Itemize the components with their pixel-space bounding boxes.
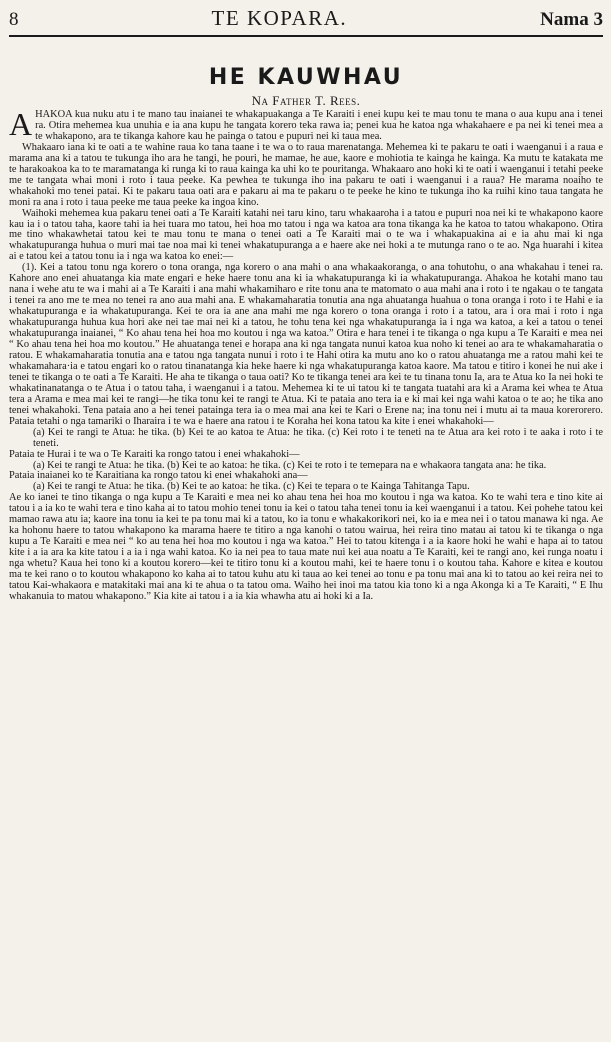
paragraph: AHAKOA kua nuku atu i te mano tau inaianei te whakapuakanga a Te Karaiti i enei kupu kei te mau tonu te mana o aua kupu ana i tenei ra. Otira mehemea kua unuhia e ia ana kupu he tangata korero teka rawa ia; penei kua he katoa nga whakahaere e pa nei ki tenei mea a te whakapono, ara te tikanga kahore kau he painga o tatou e pupuri nei ki taua mea.	[9, 106, 603, 142]
paragraph: Whakaaro iana ki te oati a te wahine raua ko tana taane i te wa o to raua marenatanga. Mehemea ki te pakaru te oati i waenganui i a raua e marama ana ki a tatou te tukunga iho ara he tangi, he pouri, he mamae, he aue, kaore e mohiotia te kainga he kainga. Ka mutu te katakata me te harakoakoa ka to te maramatanga ki runga ki to raua kainga ka uhi ko te pouritanga. Whakaaro ano hoki ki te oati i waenganui i tetahi peeke me te tangata whai moni i roto i taua peeke. Ka pewhea te tukunga iho ina pakaru te oati i waenganui i a raua? He marama noaiho te whakahoki mo tenei patai. Ki te pakaru taua oati ara e pakaru ai ma te pakaru o te peeke he kino te tukunga iho ka ruihi kino taua tangata he moni ra ana i roto i taua peeke me taua peeke ka ingoa kino.	[9, 141, 603, 208]
paragraph: Ae ko ianei te tino tikanga o nga kupu a Te Karaiti e mea nei ko ahau tena hei hoa mo koutou i nga wa katoa. Ko te wahi tera e tino kite ai tatou i a ia ko te wahi tera e tino kaha ai to tatou mohio tenei tonu ia kei o tatou taha tenei tonu ia kei waenganui i a tatou. Kei pohehe tatou kei mamao rawa atu ia; kaore ina tonu ia kei te pa tonu mai ki a tatou, ko ia tonu e whakakorikori nei, ko ia e mea nei i o tatou manawa ki nga. Ae ka hohonu haere to tatou whakapono ka marama haere te titiro a nga kanohi o tatou wairua, hei reira tino matau ai tatou ki te tikanga o nga kupu a Te Karaiti e mea nei “ ko au tena hei hoa mo koutou i nga wa katoa.” Hei to tatou kitenga i a ia kaore hoki he wahi e hapa ai to tatou kite i a ia ara ka kite tatou i a ia i nga wahi katoa. Ko ia nei pea to taua mate nui kei aua noatu a Te Karaiti, kei te rangi ano, kei runga noatu i nga whetu? Kaua hei tono ki a koutou korero—kei te titiro tonu ki a koutou mahi, kei te haere tonu i o koutou taha. Kahore e kitea e koutou ma te kei rano o to koutou whakapono ko kaha ai to tatou kuhu atu ki taua ao kei tenei ao tonu e pa tonu mai ana ki to tatou ao kei reira nei to tatou Kai-whakaora e matakitaki mai ana ki te ahua o ta tatou oma. Waiho hei inoi ma tatou kia tono ki a nga Akonga ki a Te Karaiti, “ E Ihu whakanuia to matou whakapono.” Kia kite ai tatou i a ia kia whawha atu ai hoki ki a Ia.	[9, 492, 603, 602]
list-item: (a) Kei te rangi te Atua: he tika. (b) Kei te ao katoa: he tika. (c) Kei te roto i te temepara na e whakaora tangata ana: he tika.	[33, 459, 547, 471]
article-body	[9, 106, 603, 603]
paragraph: Waihoki mehemea kua pakaru tenei oati a Te Karaiti katahi nei taru kino, taru whakaaroha i a tatou e pupuri noa nei ki te whakapono kaore kau ia i o tatou taha, kaore tahi ia hei tuara mo tatou, hei hoa mo tatou i nga wa katoa ara tona tikanga ka he katoa to tatou whakapono. Otira me tino whakawhetai tatou kei te mau tonu te mana o tenei oati a Te Karaiti mai o te wa i whakapuakina ai e ia ahu mai ki nga whakatupuranga huhua o muri mai tae noa mai ki tenei whakatupuranga a e haere ake nei hoki a te mutunga rano o te ao. Nga huarahi i kitea ai e tatou kei a tatou tonu ia i nga wa katoa ko enei:—	[9, 207, 603, 263]
list-item: (a) Kei te rangi te Atua: he tika. (b) Kei te ao katoa: he tika. (c) Kei te tepara o te Kainga Tahitanga Tapu.	[33, 481, 470, 493]
running-header	[9, 0, 603, 34]
issue-number: Nama 3	[540, 9, 603, 30]
article-title: HE KAUWHAU	[208, 65, 404, 90]
drop-cap: A	[9, 106, 33, 142]
paragraph: (1). Kei a tatou tonu nga korero o tona oranga, nga korero o ana mahi o ana whakaakoranga, o ana tohutohu, o ana whakahau i tenei ra. Kahore ano enei ahuatanga kia mate engari e heke haere tonu ana ki ia whakatupuranga ki ia whakatupuranga. Ahakoa he kotahi mano tau nana i wehe atu te wa i mahi ai a Te Karaiti i ana mahi whakamiharo e rite tonu ana te matomato o aua mahi ana i roto i te ngakau o te tangata i tenei ra ano me te mea no tenei ra ano aua mahi ana. E whakamaharatia tonutia ana nga ahuatanga huahua o tona oranga i roto i te Hahi e ia whakatupuranga e ia whakatupuranga. Kei te ora ia ane ana mahi me nga korero o tona oranga i roto i a tatou, ara i ora mai i roto i nga whakatupuranga huhua kua hori ake nei tae mai nei ki a tatou, he tohu tena kei nga whakatupuranga ia i nga wa katoa, a kei a tatou o tenei whakatupuranga inaianei, “ Ko ahau tena hei hoa mo koutou i nga wa katoa.” Otira e hara tenei i te tikanga o nga kupu a Te Karaiti e mea nei “ Ko ahau tena hei hoa mo koutou.” He ahuatanga tenei e horapa ana ki nga tangata nunui katoa kua noho ki tenei ao ara te whakamaharatia o ratou. E whakamaharatia tonutia ana e tatou nga tangata nunui i roto i te Hahi otira ka mutu ano ko o ratou ahuatanga me a ratou mahi kei te whakamahara·ia e tatou engari ko o ratou tinanatanga kia heke haere ki nga whakatupuranga katoa kaore. Ma tatou e titiro i konei he nui ake i tenei te tikanga o te oati a Te Karaiti. He aha te tikanga o taua oati? Ko te tikanga tenei ara kei te tu tinana tonu Ia, ara te Atua ko Ia nei hoki te whakatinanatanga o te Atua i o tatou taha, i waenganui i a tatou. Mehemea ki te ui tatou ki te tangata tuatahi ara ki a Arama kei whea te Atua tera a Arama e mea mai kei te rangi—he tika tonu kei te rangi te Atua. Ki te pataia ano tera ia e ki mai kei nga wahi katoa o te ao; he tika ano tenei whakahoki. Tena pataia ano a hei tenei patainga tera ia o mea mai ana kei te Kari o Erene na; ina tonu nei i mutu ai ta maua korerorero. Pataia tetahi o nga tamariki o Iharaira i te wa e haere ana ratou i te Koraha hei kona tatou ka kite i enei whakahoki—	[9, 262, 603, 427]
paragraph: Pataia inaianei ko te Karaitiana ka rongo tatou ki enei whakahoki ana—	[9, 470, 308, 482]
page-number: 8	[9, 9, 19, 30]
article-byline: Na Father T. Rees.	[251, 93, 361, 108]
publication-title: TE KOPARA.	[211, 6, 348, 30]
header-rule	[9, 35, 603, 37]
list-item: (a) Kei te rangi te Atua: he tika. (b) Kei te ao katoa te Atua: he tika. (c) Kei roto i te teneti na te Atua ara kei roto i te aaka i roto i te teneti.	[33, 426, 603, 449]
paragraph: Pataia te Hurai i te wa o Te Karaiti ka rongo tatou i enei whakahoki—	[9, 448, 300, 460]
